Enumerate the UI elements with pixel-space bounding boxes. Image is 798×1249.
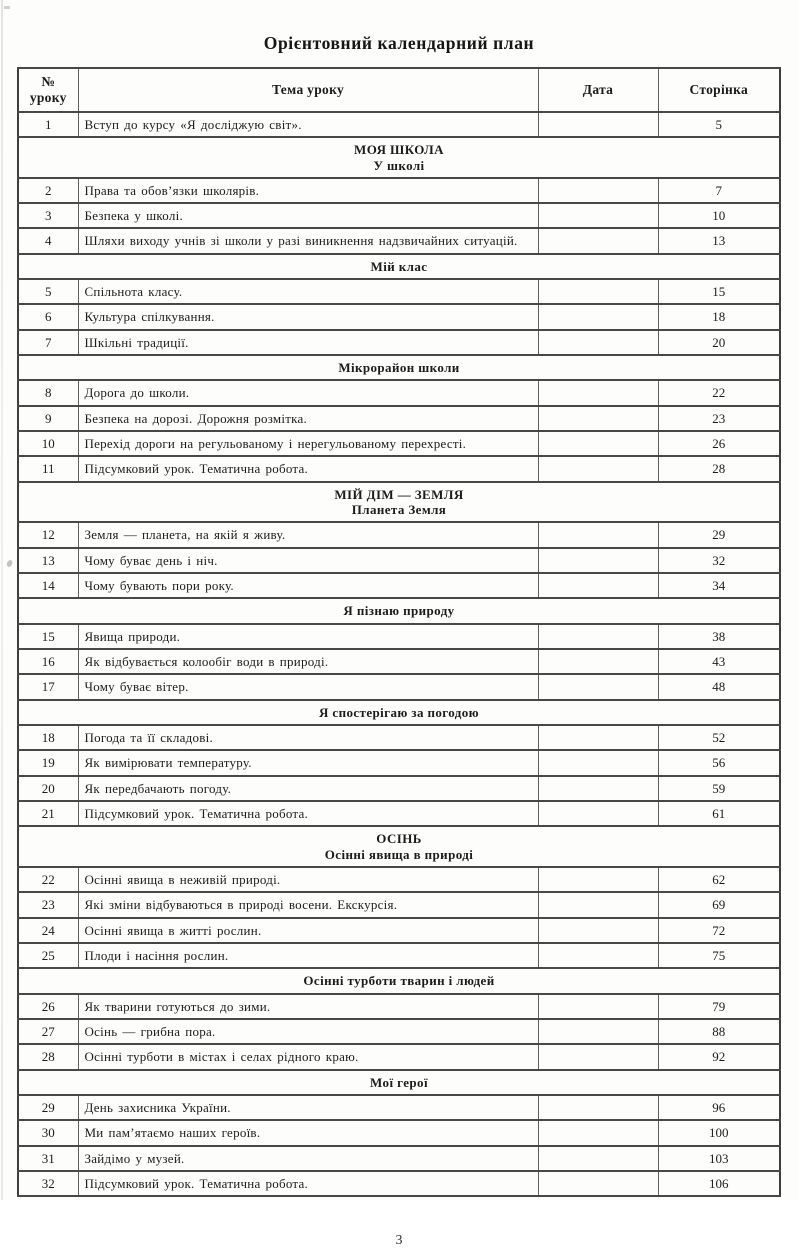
lesson-topic-cell: Плоди і насіння рослин. — [78, 943, 538, 968]
lesson-number-cell: 18 — [18, 725, 78, 750]
section-title — [18, 254, 780, 279]
section-title — [18, 968, 780, 993]
lesson-page-cell: 26 — [658, 431, 780, 456]
lesson-date-cell — [538, 304, 658, 329]
lesson-page-cell: 92 — [658, 1044, 780, 1069]
lesson-number-cell: 10 — [18, 431, 78, 456]
lesson-row — [18, 380, 780, 405]
section-row — [18, 482, 780, 523]
scan-speck-artifact — [6, 559, 13, 567]
lesson-row — [18, 674, 780, 699]
scan-speck-artifact — [4, 6, 10, 9]
lesson-number-cell: 27 — [18, 1019, 78, 1044]
lesson-page-cell: 22 — [658, 380, 780, 405]
lesson-date-cell — [538, 330, 658, 355]
lesson-row — [18, 228, 780, 253]
lesson-row — [18, 801, 780, 826]
lesson-page-cell: 75 — [658, 943, 780, 968]
lesson-number-cell: 23 — [18, 892, 78, 917]
lesson-page-cell: 56 — [658, 750, 780, 775]
lesson-date-cell — [538, 573, 658, 598]
lesson-row — [18, 548, 780, 573]
lesson-page-cell: 96 — [658, 1095, 780, 1120]
header-lesson-number-line1: № — [41, 74, 56, 89]
lesson-topic-cell: Осінь — грибна пора. — [78, 1019, 538, 1044]
section-row — [18, 1070, 780, 1095]
lesson-date-cell — [538, 380, 658, 405]
lesson-date-cell — [538, 1120, 658, 1145]
lesson-date-cell — [538, 1019, 658, 1044]
section-title — [18, 700, 780, 725]
lesson-topic-cell: Підсумковий урок. Тематична робота. — [78, 456, 538, 481]
lesson-page-cell: 69 — [658, 892, 780, 917]
lesson-topic-cell: Безпека у школі. — [78, 203, 538, 228]
lesson-page-cell: 7 — [658, 178, 780, 203]
lesson-number-cell: 7 — [18, 330, 78, 355]
lesson-number-cell: 9 — [18, 406, 78, 431]
lesson-page-cell: 79 — [658, 994, 780, 1019]
lesson-page-cell: 72 — [658, 918, 780, 943]
lesson-topic-cell: Як тварини готуються до зими. — [78, 994, 538, 1019]
lesson-row — [18, 1044, 780, 1069]
lesson-number-cell: 13 — [18, 548, 78, 573]
lesson-row — [18, 178, 780, 203]
lesson-number-cell: 5 — [18, 279, 78, 304]
lesson-row — [18, 456, 780, 481]
lesson-number-cell: 22 — [18, 867, 78, 892]
lesson-row — [18, 649, 780, 674]
lesson-topic-cell: Чому бувають пори року. — [78, 573, 538, 598]
lesson-row — [18, 943, 780, 968]
lesson-row — [18, 918, 780, 943]
lesson-page-cell: 38 — [658, 624, 780, 649]
lesson-row — [18, 330, 780, 355]
lesson-topic-cell: Вступ до курсу «Я досліджую світ». — [78, 112, 538, 137]
lesson-topic-cell: Як вимірювати температуру. — [78, 750, 538, 775]
lesson-date-cell — [538, 522, 658, 547]
lesson-page-cell: 59 — [658, 776, 780, 801]
lesson-topic-cell: Перехід дороги на регульованому і нерегульованому перехресті. — [78, 431, 538, 456]
lesson-page-cell: 100 — [658, 1120, 780, 1145]
lesson-number-cell: 29 — [18, 1095, 78, 1120]
section-title-line: Планета Земля — [351, 502, 447, 518]
lesson-topic-cell: Чому буває вітер. — [78, 674, 538, 699]
lesson-row — [18, 867, 780, 892]
lesson-row — [18, 522, 780, 547]
section-title-line: Осінні турботи тварин і людей — [303, 973, 495, 989]
section-title-line: Я пізнаю природу — [343, 603, 455, 619]
section-row — [18, 700, 780, 725]
section-row — [18, 355, 780, 380]
lesson-number-cell: 1 — [18, 112, 78, 137]
lesson-number-cell: 19 — [18, 750, 78, 775]
lesson-topic-cell: Дорога до школи. — [78, 380, 538, 405]
section-title-line: МОЯ ШКОЛА — [354, 142, 444, 158]
lesson-page-cell: 88 — [658, 1019, 780, 1044]
lesson-date-cell — [538, 1095, 658, 1120]
lesson-date-cell — [538, 228, 658, 253]
lesson-number-cell: 14 — [18, 573, 78, 598]
scan-edge-artifact — [1, 0, 3, 1200]
lesson-page-cell: 20 — [658, 330, 780, 355]
section-title-line: ОСІНЬ — [376, 831, 422, 847]
lesson-number-cell: 20 — [18, 776, 78, 801]
lesson-topic-cell: Які зміни відбуваються в природі восени. Екскурсія. — [78, 892, 538, 917]
lesson-page-cell: 32 — [658, 548, 780, 573]
lesson-page-cell: 13 — [658, 228, 780, 253]
lesson-page-cell: 106 — [658, 1171, 780, 1196]
lesson-date-cell — [538, 112, 658, 137]
lesson-topic-cell: Спільнота класу. — [78, 279, 538, 304]
section-title-line: Мікрорайон школи — [338, 360, 460, 376]
lesson-number-cell: 11 — [18, 456, 78, 481]
lesson-number-cell: 30 — [18, 1120, 78, 1145]
lesson-topic-cell: Безпека на дорозі. Дорожня розмітка. — [78, 406, 538, 431]
lesson-number-cell: 6 — [18, 304, 78, 329]
lesson-date-cell — [538, 918, 658, 943]
lesson-row — [18, 994, 780, 1019]
section-row — [18, 826, 780, 867]
header-page: Сторінка — [658, 68, 780, 112]
lesson-page-cell: 103 — [658, 1146, 780, 1171]
lesson-page-cell: 48 — [658, 674, 780, 699]
lesson-page-cell: 34 — [658, 573, 780, 598]
lesson-topic-cell: Культура спілкування. — [78, 304, 538, 329]
lesson-number-cell: 31 — [18, 1146, 78, 1171]
lesson-topic-cell: Як передбачають погоду. — [78, 776, 538, 801]
lesson-date-cell — [538, 725, 658, 750]
lesson-date-cell — [538, 548, 658, 573]
lesson-row — [18, 1146, 780, 1171]
lesson-number-cell: 25 — [18, 943, 78, 968]
lesson-number-cell: 12 — [18, 522, 78, 547]
lesson-row — [18, 203, 780, 228]
lesson-number-cell: 26 — [18, 994, 78, 1019]
section-row — [18, 137, 780, 178]
lesson-topic-cell: Як відбувається колообіг води в природі. — [78, 649, 538, 674]
lesson-topic-cell: Підсумковий урок. Тематична робота. — [78, 1171, 538, 1196]
section-row — [18, 968, 780, 993]
lesson-topic-cell: Осінні турботи в містах і селах рідного краю. — [78, 1044, 538, 1069]
section-title-line: Мій клас — [370, 258, 428, 274]
header-date: Дата — [538, 68, 658, 112]
lesson-topic-cell: Явища природи. — [78, 624, 538, 649]
lesson-page-cell: 18 — [658, 304, 780, 329]
section-title — [18, 598, 780, 623]
table-header-row — [18, 68, 780, 112]
lesson-row — [18, 406, 780, 431]
lesson-page-cell: 28 — [658, 456, 780, 481]
lesson-number-cell: 24 — [18, 918, 78, 943]
lesson-date-cell — [538, 406, 658, 431]
lesson-topic-cell: Погода та її складові. — [78, 725, 538, 750]
lesson-date-cell — [538, 943, 658, 968]
lesson-date-cell — [538, 801, 658, 826]
section-row — [18, 598, 780, 623]
section-title — [18, 355, 780, 380]
lesson-date-cell — [538, 1171, 658, 1196]
lesson-page-cell: 62 — [658, 867, 780, 892]
lesson-number-cell: 2 — [18, 178, 78, 203]
lesson-date-cell — [538, 994, 658, 1019]
section-title-line: МІЙ ДІМ — ЗЕМЛЯ — [334, 486, 464, 502]
header-lesson-number — [18, 68, 78, 112]
lesson-number-cell: 8 — [18, 380, 78, 405]
lesson-row — [18, 1120, 780, 1145]
lesson-date-cell — [538, 1146, 658, 1171]
lesson-row — [18, 624, 780, 649]
lesson-page-cell: 5 — [658, 112, 780, 137]
lesson-row — [18, 304, 780, 329]
lesson-row — [18, 1171, 780, 1196]
lesson-date-cell — [538, 203, 658, 228]
lesson-topic-cell: Шкільні традиції. — [78, 330, 538, 355]
lesson-row — [18, 776, 780, 801]
lesson-date-cell — [538, 892, 658, 917]
header-lesson-number-line2: уроку — [29, 89, 67, 105]
lesson-number-cell: 4 — [18, 228, 78, 253]
lesson-date-cell — [538, 279, 658, 304]
lesson-topic-cell: Осінні явища в неживій природі. — [78, 867, 538, 892]
lesson-page-cell: 10 — [658, 203, 780, 228]
lesson-row — [18, 573, 780, 598]
lesson-row — [18, 112, 780, 137]
lesson-date-cell — [538, 776, 658, 801]
section-row — [18, 254, 780, 279]
lesson-page-cell: 61 — [658, 801, 780, 826]
lesson-date-cell — [538, 1044, 658, 1069]
lesson-date-cell — [538, 624, 658, 649]
calendar-plan-table — [17, 67, 781, 1197]
lesson-number-cell: 17 — [18, 674, 78, 699]
lesson-row — [18, 750, 780, 775]
section-title-line: Осінні явища в природі — [324, 846, 474, 862]
lesson-topic-cell: Підсумковий урок. Тематична робота. — [78, 801, 538, 826]
lesson-date-cell — [538, 178, 658, 203]
lesson-page-cell: 23 — [658, 406, 780, 431]
lesson-topic-cell: День захисника України. — [78, 1095, 538, 1120]
lesson-date-cell — [538, 674, 658, 699]
lesson-topic-cell: Осінні явища в житті рослин. — [78, 918, 538, 943]
lesson-topic-cell: Зайдімо у музей. — [78, 1146, 538, 1171]
section-title — [18, 482, 780, 523]
lesson-topic-cell: Чому буває день і ніч. — [78, 548, 538, 573]
lesson-number-cell: 15 — [18, 624, 78, 649]
lesson-page-cell: 29 — [658, 522, 780, 547]
page-title: Орієнтовний календарний план — [263, 33, 535, 53]
lesson-page-cell: 52 — [658, 725, 780, 750]
lesson-topic-cell: Земля — планета, на якій я живу. — [78, 522, 538, 547]
lesson-row — [18, 892, 780, 917]
section-title — [18, 826, 780, 867]
lesson-topic-cell: Шляхи виходу учнів зі школи у разі виникнення надзвичайних ситуацій. — [78, 228, 538, 253]
page-number: 3 — [395, 1233, 403, 1249]
section-title — [18, 137, 780, 178]
lesson-page-cell: 15 — [658, 279, 780, 304]
lesson-number-cell: 16 — [18, 649, 78, 674]
lesson-date-cell — [538, 649, 658, 674]
lesson-number-cell: 32 — [18, 1171, 78, 1196]
lesson-row — [18, 431, 780, 456]
lesson-date-cell — [538, 750, 658, 775]
lesson-number-cell: 3 — [18, 203, 78, 228]
section-title-line: Я спостерігаю за погодою — [318, 704, 480, 720]
lesson-row — [18, 725, 780, 750]
header-topic: Тема уроку — [78, 68, 538, 112]
lesson-topic-cell: Ми пам’ятаємо наших героїв. — [78, 1120, 538, 1145]
lesson-number-cell: 21 — [18, 801, 78, 826]
lesson-number-cell: 28 — [18, 1044, 78, 1069]
lesson-row — [18, 1019, 780, 1044]
lesson-date-cell — [538, 431, 658, 456]
lesson-page-cell: 43 — [658, 649, 780, 674]
lesson-date-cell — [538, 867, 658, 892]
lesson-date-cell — [538, 456, 658, 481]
section-title-line: Мої герої — [370, 1074, 428, 1090]
lesson-topic-cell: Права та обов’язки школярів. — [78, 178, 538, 203]
lesson-row — [18, 1095, 780, 1120]
section-title-line: У школі — [373, 157, 425, 173]
section-title — [18, 1070, 780, 1095]
lesson-row — [18, 279, 780, 304]
